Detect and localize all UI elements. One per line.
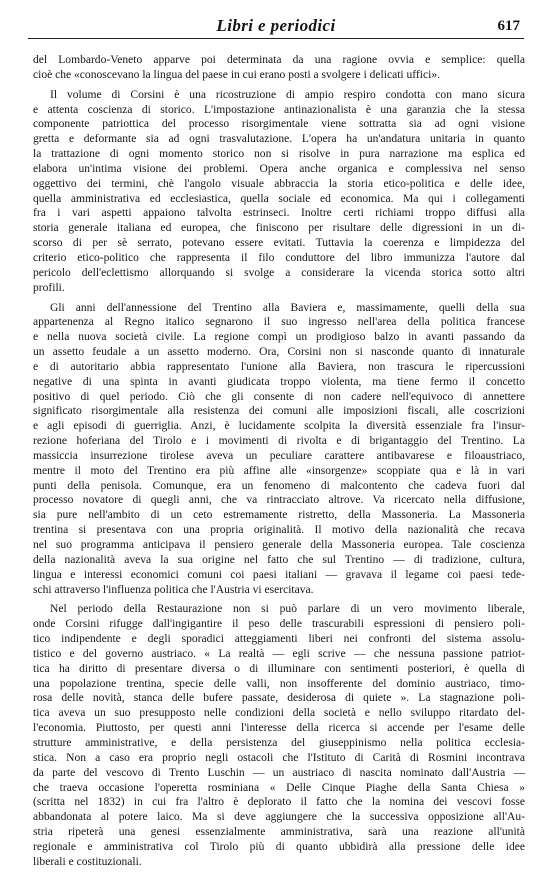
text-line: e agli episodi di guerriglia. Anzi, è lucidamente scolpita la diversità essenziale fra l'insur-	[33, 420, 525, 433]
text-line: Gli anni dell'annessione del Trentino alla Baviera e, massimamente, quelli della sua	[50, 301, 525, 314]
text-line: lingua e interessi economici comuni coi paesi italiani — gravava il legame coi paesi tede-	[33, 568, 525, 581]
text-line: punti della penisola. Comunque, era un fenomeno di malcontento che cadeva fuori dal	[33, 479, 525, 492]
text-line: fra i vari aspetti appaiono talvolta estrinseci. Inoltre certi richiami troppo diffusi alla	[33, 207, 525, 220]
paragraph	[33, 88, 525, 296]
text-line: rezione hoferiana del Tirolo e i movimenti di rivolta e di brigantaggio del Trentino. La	[33, 435, 525, 448]
text-line: e attenta coscienza di storico. L'impostazione antinazionalista è una garanzia che la stessa	[33, 103, 525, 116]
text-line: schi attraverso l'influenza politica che l'Austria vi esercitava.	[33, 583, 314, 596]
text-line: scorso di per sè serrato, potevano essere evitati. Tuttavia la coerenza e limpidezza del	[33, 237, 525, 250]
text-line: e di autoritario abbia rappresentato l'unione alla Baviera, non trascura le ripercussioni	[33, 360, 525, 373]
text-line: da parte del vescovo di Trento Luschin — un austriaco di nascita nominato dall'Austria —	[33, 766, 525, 779]
text-line: sia pure nell'ambito di un ceto estremamente ristretto, della Massoneria. La Massoneria	[33, 509, 525, 522]
text-line: Il volume di Corsini è una ricostruzione di ampio respiro condotta con mano sicura	[50, 88, 525, 101]
text-line: tica aveva un suo presupposto nelle condizioni della società e nello sviluppo ritardato del-	[33, 707, 525, 720]
text-line: abbandonata al potere laico. Ma si deve aggiungere che la successiva opposizione all'Au-	[33, 811, 525, 824]
paragraph	[33, 602, 525, 869]
running-header	[28, 16, 524, 39]
text-line: appartenenza al Regno italico segnarono il suo ingresso nell'area della politica francese	[33, 316, 525, 329]
text-line: liberali e costituzionali.	[33, 855, 142, 868]
text-line: stria ripeterà una genesi essenzialmente amministrativa, sarà una reazione all'unità	[33, 826, 525, 839]
text-line: significato risorgimentale alla resistenza dei comuni alle imposizioni fiscali, alle coscrizioni	[33, 405, 525, 418]
text-line: l'economia. Piuttosto, per questi anni l'interesse della ricerca si accende per l'esame delle	[33, 722, 525, 735]
text-line: tico indipendente e degli sporadici atteggiamenti liberi nei confronti del sistema assolu-	[33, 633, 525, 646]
text-line: rosa delle novità, stanca delle bufere passate, desiderosa di quiete ». La stagnazione poli-	[33, 692, 525, 705]
text-line: elabora un'intima visione dei problemi. Opera anche organica e complessiva nel senso	[33, 162, 525, 175]
text-line: criterio etico-politico che rappresenta il filo conduttore del libro immunizza l'autore dal	[33, 251, 525, 264]
text-line: regionale e amministrativa col Tirolo più di quanto ubbidirà alla pressione delle idee	[33, 840, 525, 853]
text-line: mentre il moto del Trentino era più affine alle «insorgenze» scoppiate qua e là in vari	[33, 464, 525, 477]
body-text	[33, 53, 525, 875]
text-line: quella amministrativa ed ecclesiastica, quella sociale ed economica. Ma qui i collegamenti	[33, 192, 525, 205]
text-line: componente patriottica del processo risorgimentale viene sottratta sia ad ogni visione	[33, 118, 525, 131]
text-line: trentina si presentava con una propria originalità. Il motivo della nazionalità che recava	[33, 524, 525, 537]
text-line: processo novatore di quegli anni, che va rintracciato altrove. Va ricercato nella diffusione,	[33, 494, 525, 507]
text-line: stica. Non a caso era proprio negli ostacoli che l'Istituto di Carità di Rosmini incontrava	[33, 751, 525, 764]
text-line: un assetto feudale a un assetto moderno. Ora, Corsini non si nasconde quanto di innaturale	[33, 346, 525, 359]
text-line: cioè che «conoscevano la lingua del paese in cui erano posti a svolgere i delicati uffici».	[33, 68, 440, 81]
text-line: oggettivo dei termini, chè l'angolo visuale abbraccia la storia etico-politica e delle idee,	[33, 177, 525, 190]
text-line: Nel periodo della Restaurazione non si può parlare di un vero movimento liberale,	[50, 603, 525, 616]
paragraph	[33, 53, 525, 83]
text-line: strutture amministrative, e della persistenza del giuseppinismo nella politica ecclesia-	[33, 736, 525, 749]
text-line: profili.	[33, 281, 65, 294]
text-line: la trattazione di ogni momento storico non si risolve in pura narrazione ma esplica ed	[33, 148, 525, 161]
page-number: 617	[497, 18, 520, 34]
text-line: positivo di quel periodo. Ciò che gli consente di non cadere nell'equivoco di annettere	[33, 390, 525, 403]
text-line: onde Corsini rifugge dall'ingigantire il peso delle trascurabili espressioni di pensiero poli-	[33, 618, 525, 631]
text-line: storia generale italiana ed europea, che finiscono per risultare delle digressioni in un di-	[33, 222, 525, 235]
text-line: (scritta nel 1832) in cui fra l'altro è deplorato il fatto che la nomina dei vescovi fosse	[33, 796, 525, 809]
text-line: che traeva occasione l'operetta rosminiana « Delle Cinque Piaghe della Santa Chiesa »	[33, 781, 525, 794]
text-line: tistico e del governo austriaco. « La realtà — egli scrive — che nessuna passione patriot-	[33, 647, 525, 660]
text-line: e nella nuova società civile. La regione compì un prodigioso balzo in avanti passando da	[33, 331, 525, 344]
text-line: gretta e deformante sia ad ogni trasvalutazione. L'opera ha un'andatura unitaria in quanto	[33, 133, 525, 146]
text-line: nel suo programma anticipava il pensiero generale della Massoneria europea. Tale coscienza	[33, 539, 525, 551]
text-line: una popolazione trentina, specie delle valli, non insofferente del dominio austriaco, timo-	[33, 677, 525, 690]
text-line: negative di una spinta in avanti giudicata troppo violenta, ma tiene fermo il concetto	[33, 375, 525, 388]
text-line: del Lombardo-Veneto apparve poi determinata da una ragione ovvia e semplice: quella	[33, 54, 525, 66]
text-line: pericolo dell'eclettismo allorquando si svolge a considerare la vicenda storica sotto altri	[33, 266, 525, 279]
text-line: massiccia insurrezione tirolese aveva un peculiare carattere antibavarese e filoaustriaco,	[33, 449, 525, 462]
text-line: tica ha diritto di presentare diversa o di illuminare con sentimenti posteriori, è quella di	[33, 662, 525, 675]
text-line: della nazionalità aveva la sua origine nel fatto che sul Trentino — di tradizione, cultura,	[33, 553, 525, 566]
paragraph	[33, 301, 525, 598]
running-title: Libri e periodici	[216, 16, 336, 35]
